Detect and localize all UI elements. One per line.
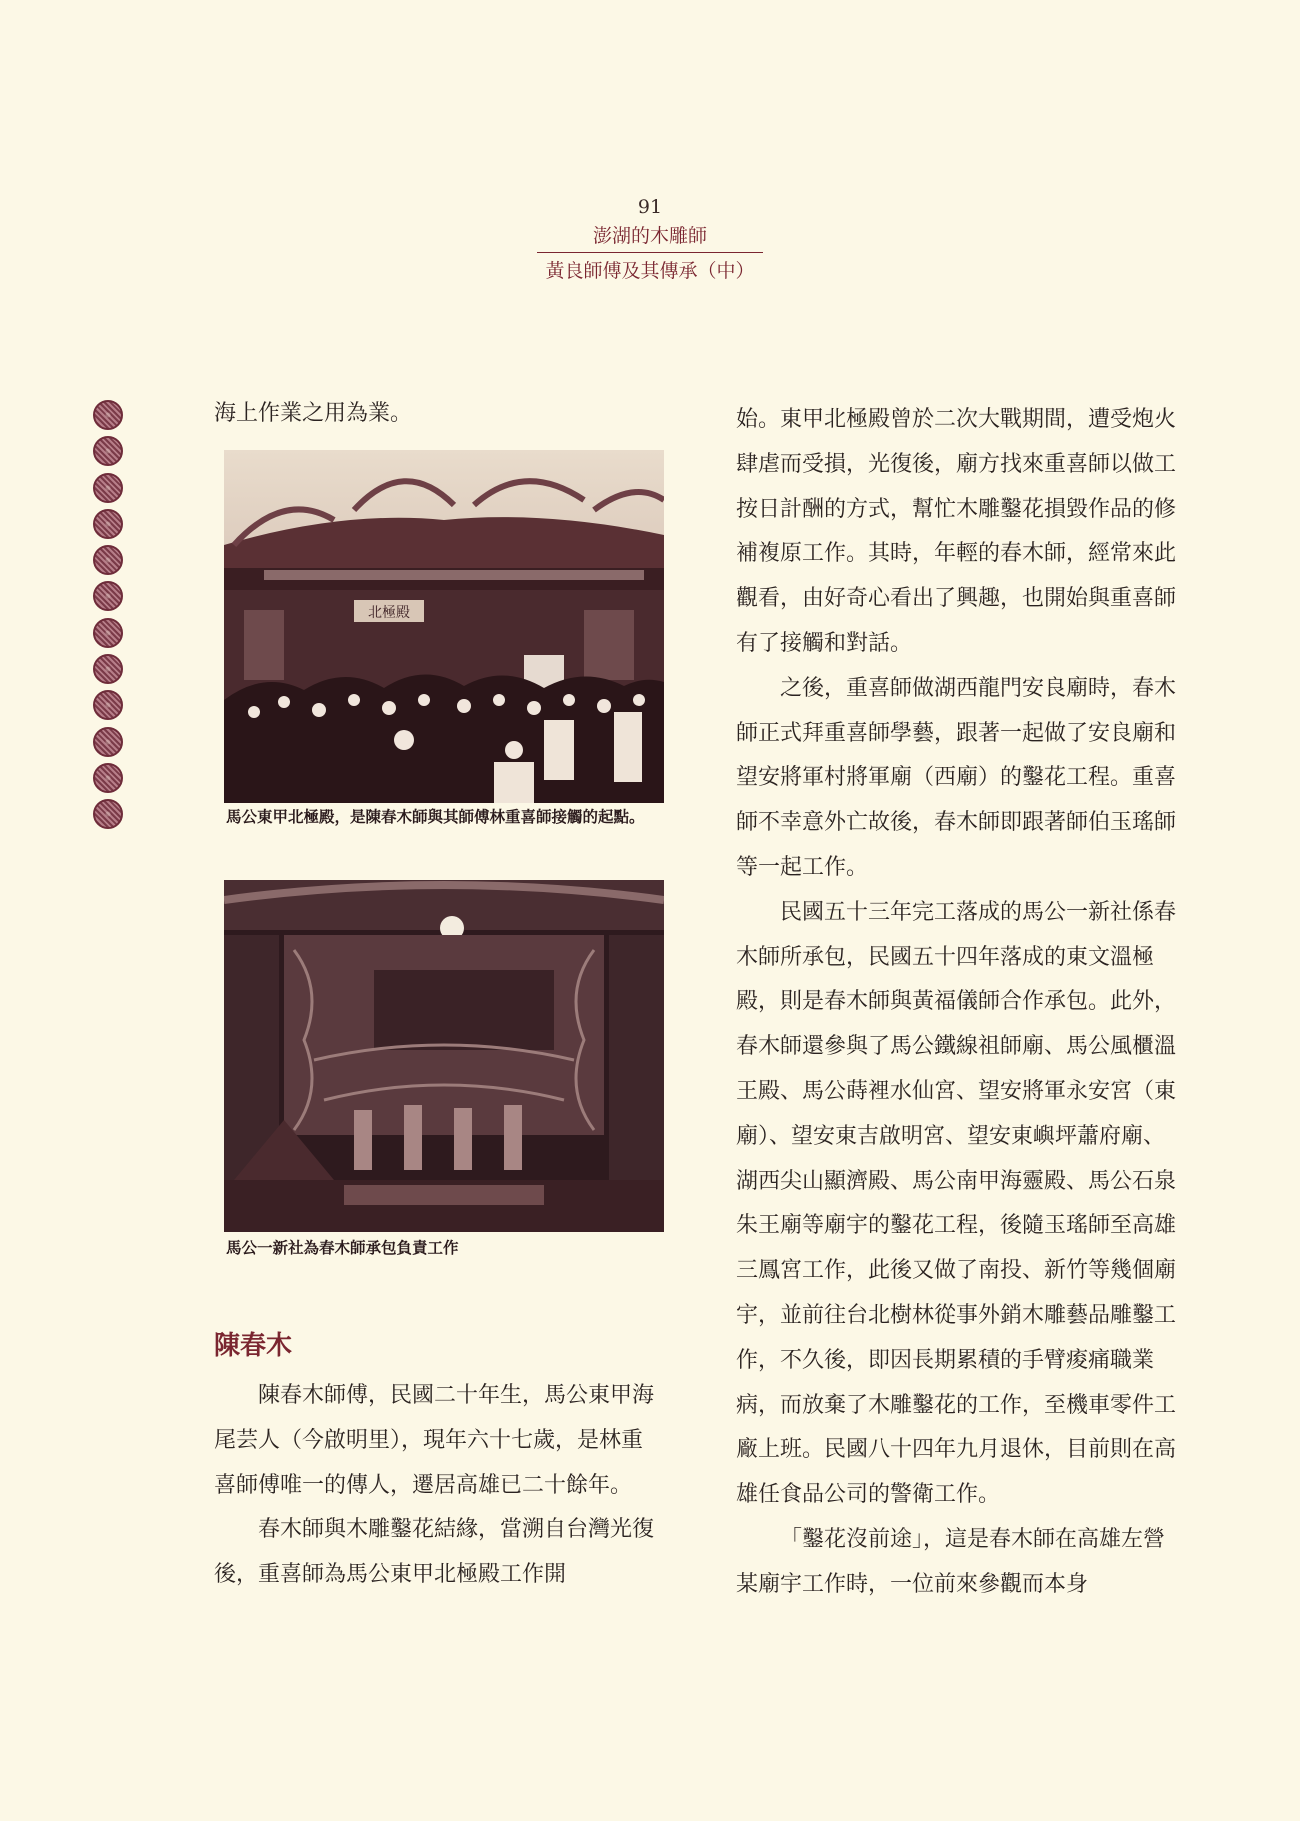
seal-ornament-icon bbox=[93, 763, 123, 793]
temple-exterior-photo bbox=[224, 450, 664, 803]
page-header bbox=[0, 196, 1300, 283]
paragraph: 陳春木師傅，民國二十年生，馬公東甲海尾芸人（今啟明里），現年六十七歲，是林重喜師傅唯一的傳人，遷居高雄已二十餘年。 bbox=[214, 1383, 655, 1498]
paragraph: 「鑿花沒前途」，這是春木師在高雄左營某廟宇工作時，一位前來參觀而本身 bbox=[736, 1526, 1166, 1597]
seal-ornament-icon bbox=[93, 690, 123, 720]
seal-ornament-icon bbox=[93, 473, 123, 503]
seal-ornament-icon bbox=[93, 545, 123, 575]
seal-ornament-icon bbox=[93, 618, 123, 648]
section-body bbox=[214, 1374, 654, 1598]
temple-interior-illustration bbox=[224, 880, 664, 1232]
decorative-seal-column bbox=[93, 400, 127, 836]
right-column bbox=[736, 398, 1180, 1608]
seal-ornament-icon bbox=[93, 400, 123, 430]
seal-ornament-icon bbox=[93, 581, 123, 611]
section-heading: 陳春木 bbox=[214, 1331, 293, 1361]
intro-text: 海上作業之用為業。 bbox=[214, 401, 413, 426]
page-number: 91 bbox=[637, 196, 663, 218]
seal-ornament-icon bbox=[93, 727, 123, 757]
paragraph: 春木師與木雕鑿花結緣，當溯自台灣光復後，重喜師為馬公東甲北極殿工作開 bbox=[214, 1517, 655, 1588]
article-title: 黃良師傅及其傳承（中） bbox=[545, 260, 755, 282]
temple-exterior-illustration bbox=[224, 450, 664, 803]
photo-caption: 馬公東甲北極殿，是陳春木師與其師傅林重喜師接觸的起點。 bbox=[226, 808, 645, 826]
seal-ornament-icon bbox=[93, 509, 123, 539]
paragraph: 民國五十三年完工落成的馬公一新社係春木師所承包，民國五十四年落成的東文溫極殿，則是春木師與黃福儀師合作承包。此外，春木師還參與了馬公鐵線祖師廟、馬公風櫃溫王殿、馬公蒔裡水仙宮、望安將軍永安宮（東廟）、望安東吉啟明宮、望安東嶼坪蕭府廟、湖西尖山顯濟殿、馬公南甲海靈殿、馬公石泉朱王廟等廟宇的鑿花工程，後隨玉瑤師至高雄三鳳宮工作，此後又做了南投、新竹等幾個廟宇，並前往台北樹林從事外銷木雕藝品雕鑿工作，不久後，即因長期累積的手臂痠痛職業病，而放棄了木雕鑿花的工作，至機車零件工廠上班。民國八十四年九月退休，目前則在高雄任食品公司的警衛工作。 bbox=[736, 899, 1177, 1508]
seal-ornament-icon bbox=[93, 436, 123, 466]
temple-interior-photo bbox=[224, 880, 664, 1232]
photo-caption: 馬公一新社為春木師承包負責工作 bbox=[226, 1239, 459, 1257]
series-title: 澎湖的木雕師 bbox=[592, 225, 707, 247]
seal-ornament-icon bbox=[93, 799, 123, 829]
paragraph: 始。東甲北極殿曾於二次大戰期間，遭受炮火肆虐而受損，光復後，廟方找來重喜師以做工按日計酬的方式，幫忙木雕鑿花損毀作品的修補複原工作。其時，年輕的春木師，經常來此觀看，由好奇心看出了興趣，也開始與重喜師有了接觸和對話。 bbox=[736, 407, 1177, 656]
header-divider bbox=[537, 252, 763, 253]
left-column-intro bbox=[214, 392, 654, 437]
paragraph: 之後，重喜師做湖西龍門安良廟時，春木師正式拜重喜師學藝，跟著一起做了安良廟和望安將軍村將軍廟（西廟）的鑿花工程。重喜師不幸意外亡故後，春木師即跟著師伯玉瑤師等一起工作。 bbox=[736, 675, 1177, 880]
seal-ornament-icon bbox=[93, 654, 123, 684]
temple-plaque-text: 北極殿 bbox=[368, 605, 410, 621]
